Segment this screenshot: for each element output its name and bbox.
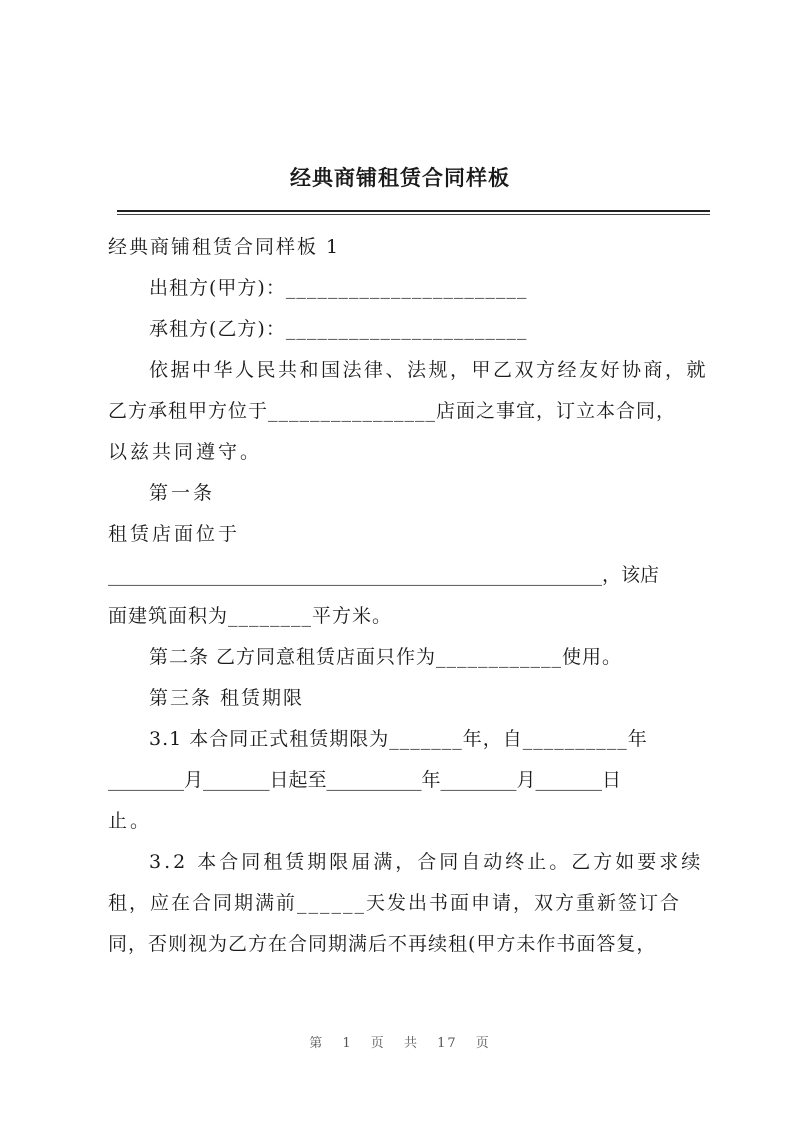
clause-3-1-line-2: ________月_______日起至__________年________月_______日 [108, 769, 622, 791]
clause-3-1-line-1: 3.1 本合同正式租赁期限为_______年，自__________年 [149, 728, 648, 750]
article-3-heading: 第三条 租赁期限 [149, 687, 305, 709]
doc-subtitle: 经典商铺租赁合同样板 1 [108, 236, 341, 258]
preamble-line-1: 依据中华人民共和国法律、法规，甲乙双方经友好协商，就 [149, 359, 709, 381]
footer-page-unit: 页 [370, 1036, 386, 1051]
title-rule-thin [117, 214, 710, 215]
article-1-line-2: ____________________________________________________，该店 [108, 564, 660, 586]
preamble-line-2: 乙方承租甲方位于________________店面之事宜，订立本合同， [108, 400, 677, 422]
footer-total-pages: 17 [437, 1036, 458, 1051]
clause-3-2-line-1: 3.2 本合同租赁期限届满，合同自动终止。乙方如要求续 [149, 851, 704, 873]
lessee-line: 承租方(乙方)：_______________________ [149, 318, 528, 340]
article-1-line-3: 面建筑面积为________平方米。 [108, 605, 393, 627]
lessor-line: 出租方(甲方)：_______________________ [149, 277, 528, 299]
footer-total-label: 共 [403, 1036, 419, 1051]
article-1-line-1: 租赁店面位于 [108, 523, 241, 545]
clause-3-2-line-2: 租，应在合同期满前______天发出书面申请，双方重新签订合 [108, 892, 682, 914]
preamble-line-3: 以兹共同遵守。 [108, 441, 263, 463]
footer-page-number: 1 [342, 1036, 353, 1051]
footer-page-label: 第 [309, 1036, 325, 1051]
document-title: 经典商铺租赁合同样板 [290, 166, 510, 190]
title-rule-thick [117, 210, 710, 212]
clause-3-1-line-3: 止。 [108, 810, 153, 832]
article-1-heading: 第一条 [149, 482, 216, 504]
clause-3-2-line-3: 同，否则视为乙方在合同期满后不再续租(甲方未作书面答复， [108, 933, 657, 955]
article-2-line: 第二条 乙方同意租赁店面只作为____________使用。 [149, 646, 623, 668]
page-footer [0, 1032, 800, 1051]
footer-total-unit: 页 [475, 1036, 491, 1051]
